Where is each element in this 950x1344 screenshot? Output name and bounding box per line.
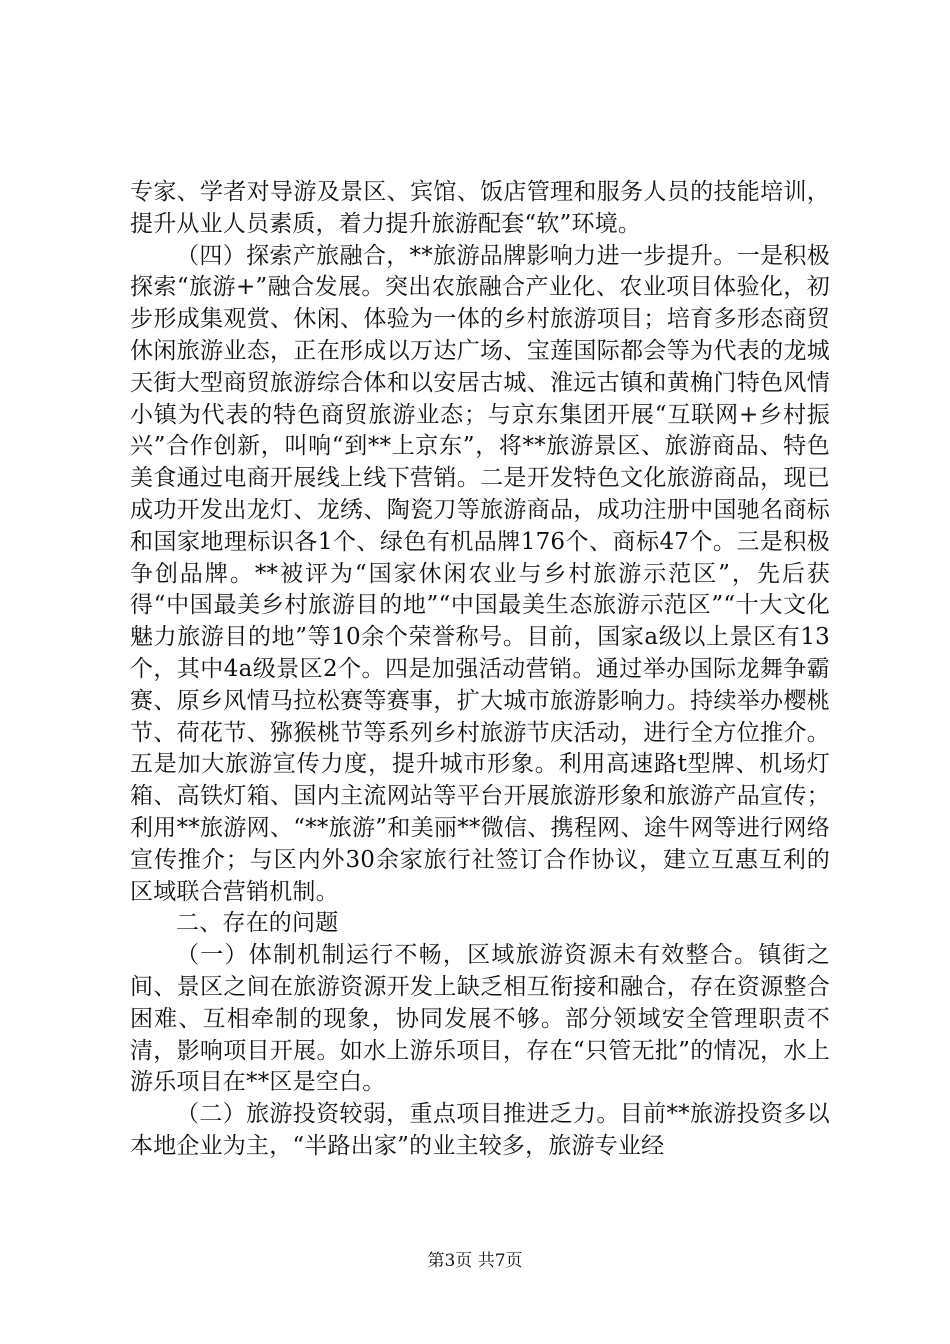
paragraph-mechanism-issues: （一）体制机制运行不畅，区域旅游资源未有效整合。镇街之间、景区之间在旅游资源开发上缺乏相互衔接和融合，存在资源整合困难、互相牵制的现象，协同发展不够。部分领域安全管理职责不清，影响项目开展。如水上游乐项目，存在“只管无批”的情况，水上游乐项目在**区是空白。 xyxy=(130,942,830,1096)
paragraph-investment-issues: （二）旅游投资较弱，重点项目推进乏力。目前**旅游投资多以本地企业为主，“半路出家”的业主较多，旅游专业经 xyxy=(130,1101,830,1159)
page-number: 第3页 共7页 xyxy=(427,1251,523,1271)
paragraph-training: 专家、学者对导游及景区、宾馆、饭店管理和服务人员的技能培训，提升从业人员素质，着力提升旅游配套“软”环境。 xyxy=(130,179,830,237)
section-heading-problems: 二、存在的问题 xyxy=(176,910,339,937)
paragraph-industry-tourism-integration: （四）探索产旅融合，**旅游品牌影响力进一步提升。一是积极探索“旅游+”融合发展。突出农旅融合产业化、农业项目体验化，初步形成集观赏、休闲、体验为一体的乡村旅游项目；培育多形态商贸休闲旅游业态，正在形成以万达广场、宝莲国际都会等为代表的龙城天街大型商贸旅游综合体和以安居古城、淮远古镇和黄桷门特色风情小镇为代表的特色商贸旅游业态；与京东集团开展“互联网+乡村振兴”合作创新，叫响“到**上京东”，将**旅游景区、旅游商品、特色美食通过电商开展线上线下营销。二是开发特色文化旅游商品，现已成功开发出龙灯、龙绣、陶瓷刀等旅游商品，成功注册中国驰名商标和国家地理标识各1个、绿色有机品牌176个、商标47个。三是积极争创品牌。**被评为“国家休闲农业与乡村旅游示范区”，先后获得“中国最美乡村旅游目的地”“中国最美生态旅游示范区”“十大文化魅力旅游目的地”等10余个荣誉称号。目前，国家a级以上景区有13个，其中4a级景区2个。四是加强活动营销。通过举办国际龙舞争霸赛、原乡风情马拉松赛等赛事，扩大城市旅游影响力。持续举办樱桃节、荷花节、猕猴桃节等系列乡村旅游节庆活动，进行全方位推介。五是加大旅游宣传力度，提升城市形象。利用高速路t型牌、机场灯箱、高铁灯箱、国内主流网站等平台开展旅游形象和旅游产品宣传；利用**旅游网、“**旅游”和美丽**微信、携程网、途牛网等进行网络宣传推介；与区内外30余家旅行社签订合作协议，建立互惠互利的区域联合营销机制。 xyxy=(130,242,830,905)
document-body xyxy=(130,177,830,1163)
